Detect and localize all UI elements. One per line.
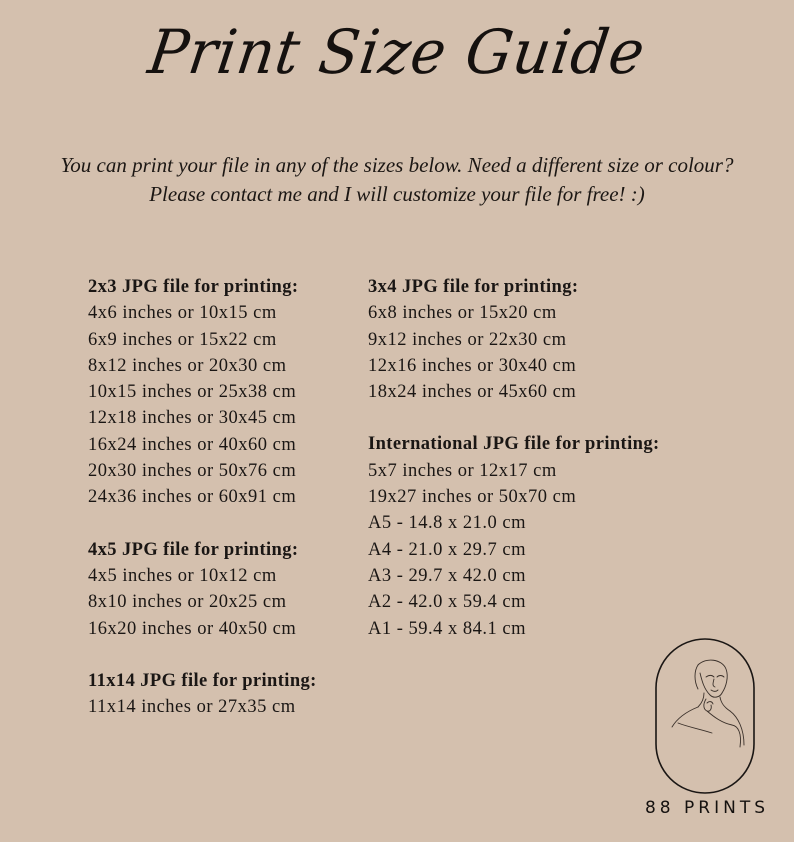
size-row: 19x27 inches or 50x70 cm: [368, 487, 577, 508]
group-heading: 4x5 JPG file for printing:: [88, 539, 299, 560]
size-row: 8x12 inches or 20x30 cm: [88, 355, 287, 376]
size-row: 8x10 inches or 20x25 cm: [88, 592, 287, 613]
group-heading: International JPG file for printing:: [368, 434, 660, 455]
size-row: A3 - 29.7 x 42.0 cm: [368, 565, 526, 586]
size-row: 12x16 inches or 30x40 cm: [368, 355, 577, 376]
size-row: 10x15 inches or 25x38 cm: [88, 382, 297, 403]
line-art-woman-portrait-icon: [654, 637, 756, 795]
size-row: 9x12 inches or 22x30 cm: [368, 329, 567, 350]
page-title: Print Size Guide: [144, 16, 650, 88]
size-row: 6x8 inches or 15x20 cm: [368, 303, 557, 324]
size-group-4x5: [88, 537, 317, 642]
size-row: 5x7 inches or 12x17 cm: [368, 460, 557, 481]
size-row: A1 - 59.4 x 84.1 cm: [368, 618, 526, 639]
size-row: 20x30 inches or 50x76 cm: [88, 461, 297, 482]
brand-name: 88 PRINTS: [644, 798, 769, 818]
size-row: 18x24 inches or 45x60 cm: [368, 382, 577, 403]
size-group-international: [368, 431, 660, 641]
intro-line-1: You can print your file in any of the sizes below. Need a different size or colour?: [60, 153, 734, 177]
size-group-11x14: [88, 668, 317, 721]
size-group-3x4: [368, 274, 660, 405]
size-row: 11x14 inches or 27x35 cm: [88, 697, 296, 718]
size-row: 6x9 inches or 15x22 cm: [88, 329, 277, 350]
right-size-column: [368, 274, 660, 668]
group-heading: 3x4 JPG file for printing:: [368, 277, 579, 297]
size-row: 4x5 inches or 10x12 cm: [88, 565, 277, 586]
size-row: 12x18 inches or 30x45 cm: [88, 408, 297, 429]
size-row: A5 - 14.8 x 21.0 cm: [368, 513, 526, 534]
size-row: 4x6 inches or 10x15 cm: [88, 303, 277, 324]
size-row: 24x36 inches or 60x91 cm: [88, 487, 297, 508]
size-row: A2 - 42.0 x 59.4 cm: [368, 592, 526, 613]
size-row: 16x24 inches or 40x60 cm: [88, 434, 297, 455]
group-heading: 2x3 JPG file for printing:: [88, 277, 299, 297]
group-heading: 11x14 JPG file for printing:: [88, 670, 317, 691]
size-row: A4 - 21.0 x 29.7 cm: [368, 539, 526, 560]
intro-line-2: Please contact me and I will customize your file for free! :): [149, 182, 645, 206]
size-group-2x3: [88, 274, 317, 511]
size-row: 16x20 inches or 40x50 cm: [88, 618, 297, 639]
left-size-column: [88, 274, 317, 746]
